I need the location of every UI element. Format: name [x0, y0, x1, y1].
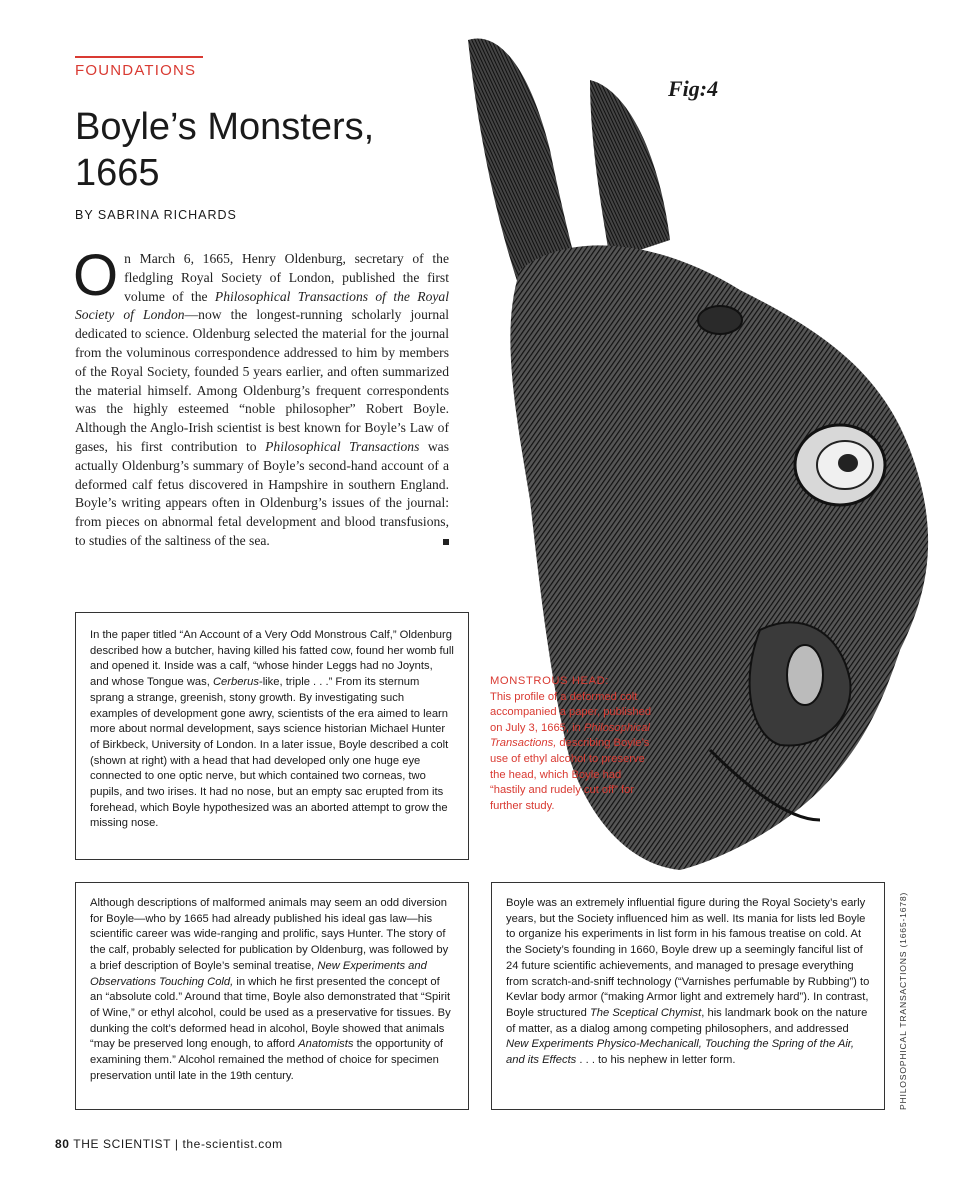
box-text: In the paper titled “An Account of a Very Odd Monstrous Calf,” Oldenburg described how a butcher, having killed his fatted cow, found her womb full and opened it. Inside was a calf, “whose hinder Leggs had no Joynts, and whose Tongue was, Cerberus-like, triple . . .” From its sternum sprang a strange, greenish, stony growth. By investigating such examples of development gone awry, scientists of the era aimed to learn more about normal development, says science historian Michael Hunter of Birkbeck, University of London. In a later issue, Boyle described a colt (shown at right) with a head that had developed only one huge eye connected to one optic nerve, but which contained two corneas, two pupils, and two irises. It had no nose, but an empty sac erupted from its forehead, which Boyle hypothesized was an aborted attempt to grow the missing nose. — [90, 629, 454, 830]
box-text: Although descriptions of malformed animals may seem an odd diversion for Boyle—who by 1665 had already published his ideal gas law—his scientific career was wide-ranging and prolific, says Hunter. The story of the calf, probably selected for publication by Oldenburg, was followed by a brief description of Boyle’s seminal treatise, New Experiments and Observations Touching Cold, in which he first presented the concept of an “absolute cold.” Around that time, Boyle also demonstrated that “Spirit of Wine,” or ethyl alcohol, could be used as a preservative for tissues. By dunking the colt’s deformed head in alcohol, Boyle showed that animals “may be preserved long enough, to afford Anatomists the opportunity of examining them.” Alcohol remained the method of choice for specimen preservation until late in the 19th century. — [90, 897, 451, 1082]
section-label: FOUNDATIONS — [75, 62, 197, 79]
section-rule — [75, 56, 203, 58]
box-text: Boyle was an extremely influential figure during the Royal Society’s early years, but the Society influenced him as well. Its mania for lists led Boyle to organize his experiments in list form in his famous treatise on cold. At the Society’s founding in 1660, Boyle drew up a seemingly fanciful list of 24 future scientific achievements, and managed to presage everything from scratch-and-sniff technology (“Varnishes perfumable by Rubbing”) to Kevlar body armor (“making Armor light and extremely hard”). In contrast, Boyle structured The Sceptical Chymist, his landmark book on the nature of matter, as a dialog among competing philosophers, and addressed New Experiments Physico-Mechanicall, Touching the Spring of the Air, and its Effects . . . to his nephew in letter form. — [506, 897, 870, 1067]
page-number: 80 — [55, 1137, 70, 1151]
sidebar-box-influence — [491, 882, 885, 1110]
sidebar-box-preservation — [75, 882, 469, 1110]
publication-name: THE SCIENTIST — [73, 1137, 171, 1151]
intro-paragraph: On March 6, 1665, Henry Oldenburg, secretary of the fledgling Royal Society of London, published the first volume of the Philosophical Transactions of the Royal Society of London—now the longest-running scholarly journal dedicated to science. Oldenburg selected the material for the journal from the voluminous correspondence addressed to him by members of the Royal Society, founded 5 years earlier, and often summarized the material himself. Among Oldenburg’s frequent correspondents was the highly esteemed “noble philosopher” Robert Boyle. Although the Anglo-Irish scientist is best known for Boyle’s Law of gases, his first contribution to Philosophical Transactions was actually Oldenburg’s summary of Boyle’s second-hand account of a deformed calf fetus discovered in Hampshire in southern England. Boyle’s writing appears often in Oldenburg’s issues of the journal: from pieces on abnormal fetal development and blood transfusions, to studies of the saltiness of the sea. — [73, 243, 450, 548]
publication-url: the-scientist.com — [182, 1137, 283, 1151]
image-caption: MONSTROUS HEAD: This profile of a deformed colt accompanied a paper, published on July 3, 1665, in Philosophical Transactions, describing Boyle’s use of ethyl alcohol to preserve the head, which Boyle had “hastily and rudely cut off” for further study. — [490, 674, 655, 814]
byline: BY SABRINA RICHARDS — [75, 208, 237, 222]
sidebar-box-calf — [75, 612, 469, 860]
article-title: Boyle’s Monsters, 1665 — [75, 106, 375, 194]
end-mark-icon — [443, 539, 449, 545]
caption-heading: MONSTROUS HEAD: — [490, 675, 610, 687]
page-footer — [55, 1137, 283, 1151]
figure-label: Fig:4 — [668, 76, 719, 101]
footer-separator: | — [174, 1137, 179, 1151]
drop-cap: O — [73, 243, 119, 308]
image-credit: PHILOSOPHICAL TRANSACTIONS (1665-1678) — [898, 891, 908, 1110]
